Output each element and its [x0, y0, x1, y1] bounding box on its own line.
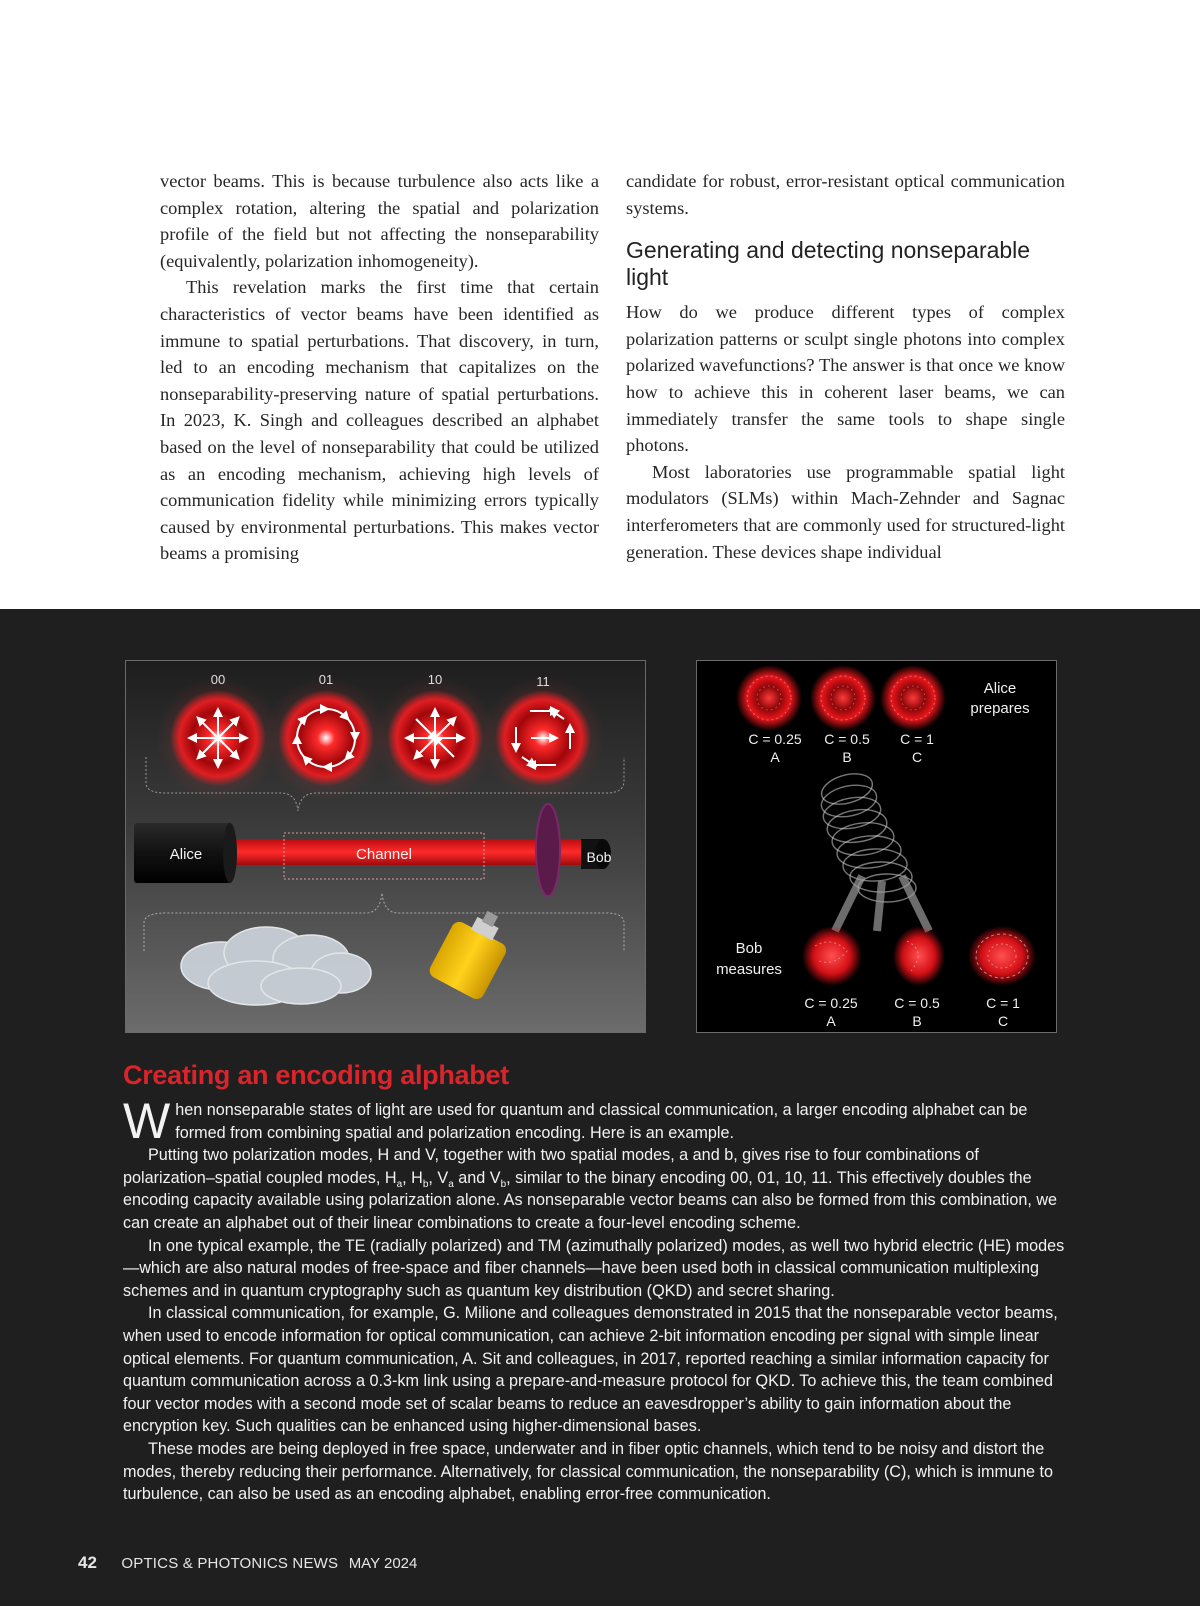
bob-measures-line1: Bob	[735, 940, 763, 957]
left-paragraph-1: vector beams. This is because turbulence also acts like a complex rotation, altering the spatial and polarization profile of the field but not affecting the nonseparability (equivalently, polarization inhomogeneity).	[160, 171, 599, 271]
vector-beam-10	[373, 676, 497, 800]
right-intro: candidate for robust, error-resistant optical communication systems.	[626, 171, 1065, 218]
issue-date: MAY 2024	[348, 1555, 418, 1572]
bob-label: Bob	[586, 849, 612, 865]
figure-nonseparability-alphabet	[696, 660, 1057, 1033]
vector-beam-01	[264, 676, 388, 800]
bottom-letter-c: C	[997, 1013, 1009, 1029]
top-letter-c: C	[911, 749, 923, 765]
vector-beam-00	[156, 676, 280, 800]
magazine-name: OPTICS & PHOTONICS NEWS	[121, 1555, 339, 1572]
sidebar-paragraph-5: These modes are being deployed in free space, underwater and in fiber optic channels, which tend to be noisy and distort the modes, thereby reducing their performance. Alternatively, for classical communication, the nonseparability (C), which is immune to turbulence, can also be used as an encoding alphabet, enabling error-free communication.	[123, 1439, 1053, 1504]
sidebar-paragraph-3: In one typical example, the TE (radially polarized) and TM (azimuthally polarized) modes, as well two hybrid electric (HE) modes—which are also natural modes of free-space and fiber channels—have been used both in classical communication multiplexing schemes and in quantum cryptography such as quantum key distribution (QKD) and secret sharing.	[123, 1236, 1065, 1300]
right-paragraph-2: Most laboratories use programmable spatial light modulators (SLMs) within Mach-Zehnder and Sagnac interferometers that are commonly used for structured-light generation. These devices shape individual	[626, 461, 1065, 562]
top-c-label-b: C = 0.5	[824, 731, 870, 747]
measured-beam-c	[968, 926, 1036, 986]
mode-h-b: $H_b$	[411, 1168, 429, 1191]
bottom-letter-b: B	[912, 1013, 922, 1029]
lens	[536, 804, 560, 896]
alice-prepares-line1: Alice	[983, 680, 1017, 697]
mode-h-a: $H_a$	[384, 1168, 403, 1191]
prepared-beam-c	[880, 665, 946, 731]
sidebar-paragraph-2-start: Putting two polarization modes, H and V, together with two spatial modes, a and b, gives rise to four combinations of polarization–spatial coupled modes,	[123, 1146, 979, 1187]
sidebar-text	[123, 1093, 1068, 1506]
article-top	[0, 0, 1200, 609]
channel-label: Channel	[356, 846, 412, 863]
alice-label: Alice	[169, 846, 203, 863]
bottom-c-label-c: C = 1	[986, 995, 1020, 1011]
drop-cap: W	[123, 1093, 171, 1149]
mode-v-a: $V_a$	[437, 1168, 454, 1191]
sidebar-paragraph-4: In classical communication, for example, G. Milione and colleagues demonstrated in 2015 that the nonseparable vector beams, when used to encode information for optical communication, can achieve 2-bit information encoding per signal with simple linear optical elements. For quantum communication, A. Sit and colleagues, in 2017, reported reaching a similar information capacity for quantum communication across a 0.3-km link using a prepare-and-measure protocol for QKD. To achieve this, the team combined four vector modes with a second mode set of scalar beams to reduce an eavesdropper’s ability to gain information about the encryption key. Such qualities can be enhanced using higher-dimensional bases.	[123, 1304, 1058, 1436]
measured-beam-b	[893, 926, 945, 986]
mode-v-b: $V_b$	[489, 1168, 507, 1191]
sidebar-paragraph-2-end: , similar to the binary encoding 00, 01, 10, 11. This effectively doubles the encoding capacity available using polarization alone. As nonseparable vector beams can also be formed from this combination, we can create an alphabet out of their linear combinations to create a four-level encoding scheme.	[123, 1168, 1058, 1232]
bottom-letter-a: A	[826, 1013, 836, 1029]
top-c-label-c: C = 1	[900, 731, 934, 747]
measured-beam-a	[802, 926, 862, 986]
top-letter-a: A	[770, 749, 780, 765]
top-c-label-a: C = 0.25	[748, 731, 802, 747]
top-letter-b: B	[842, 749, 852, 765]
left-column	[160, 168, 599, 567]
section-heading: Generating and detecting nonseparable light	[626, 237, 1031, 291]
sidebar-paragraph-2: Putting two polarization modes, H and V, together with two spatial modes, a and b, gives rise to four combinations of polarization–spatial coupled modes, $H_a$, $H_b$, $V_a$ and $V_b$, similar to the binary encoding 00, 01, 10, 11. This effectively doubles the encoding capacity available using polarization alone. As nonseparable vector beams can also be formed from this combination, we can create an alphabet out of their linear combinations to create a four-level encoding scheme.	[123, 1146, 1058, 1232]
bottom-c-label-b: C = 0.5	[894, 995, 940, 1011]
prepared-beam-b	[810, 665, 876, 731]
sidebar-paragraph-1	[123, 1093, 1068, 1149]
sidebar-title: Creating an encoding alphabet	[123, 1060, 509, 1090]
prepared-beam-a	[736, 665, 802, 731]
figure-alice-bob-channel	[125, 660, 646, 1033]
alice-prepares-line2: prepares	[970, 700, 1030, 717]
bob-measures-line2: measures	[716, 961, 782, 978]
right-paragraph-1: How do we produce different types of complex polarization patterns or sculpt single photons into complex polarized wavefunctions? The answer is that once we know how to achieve this in coherent laser beams, we can immediately transfer the same tools to shape single photons.	[626, 302, 1065, 456]
bottom-c-label-a: C = 0.25	[804, 995, 858, 1011]
right-column	[626, 168, 1065, 565]
page-number: 42	[78, 1553, 97, 1572]
left-paragraph-2: This revelation marks the first time that certain characteristics of vector beams have been identified as immune to spatial perturbations. That discovery, in turn, led to an encoding mechanism that capitalizes on the nonseparability-preserving nature of spatial perturbations. In 2023, K. Singh and colleagues described an alphabet based on the level of nonseparability that could be utilized as an encoding mechanism, achieving high levels of communication fidelity while minimizing errors typically caused by environmental perturbations. This makes vector beams a promising	[160, 277, 599, 564]
page-footer	[78, 1553, 417, 1573]
sidebar-paragraph-1-text: hen nonseparable states of light are used for quantum and classical communication, a larger encoding alphabet can be formed from combining spatial and polarization encoding. Here is an example.	[175, 1101, 1028, 1142]
vector-beam-11	[481, 676, 605, 800]
